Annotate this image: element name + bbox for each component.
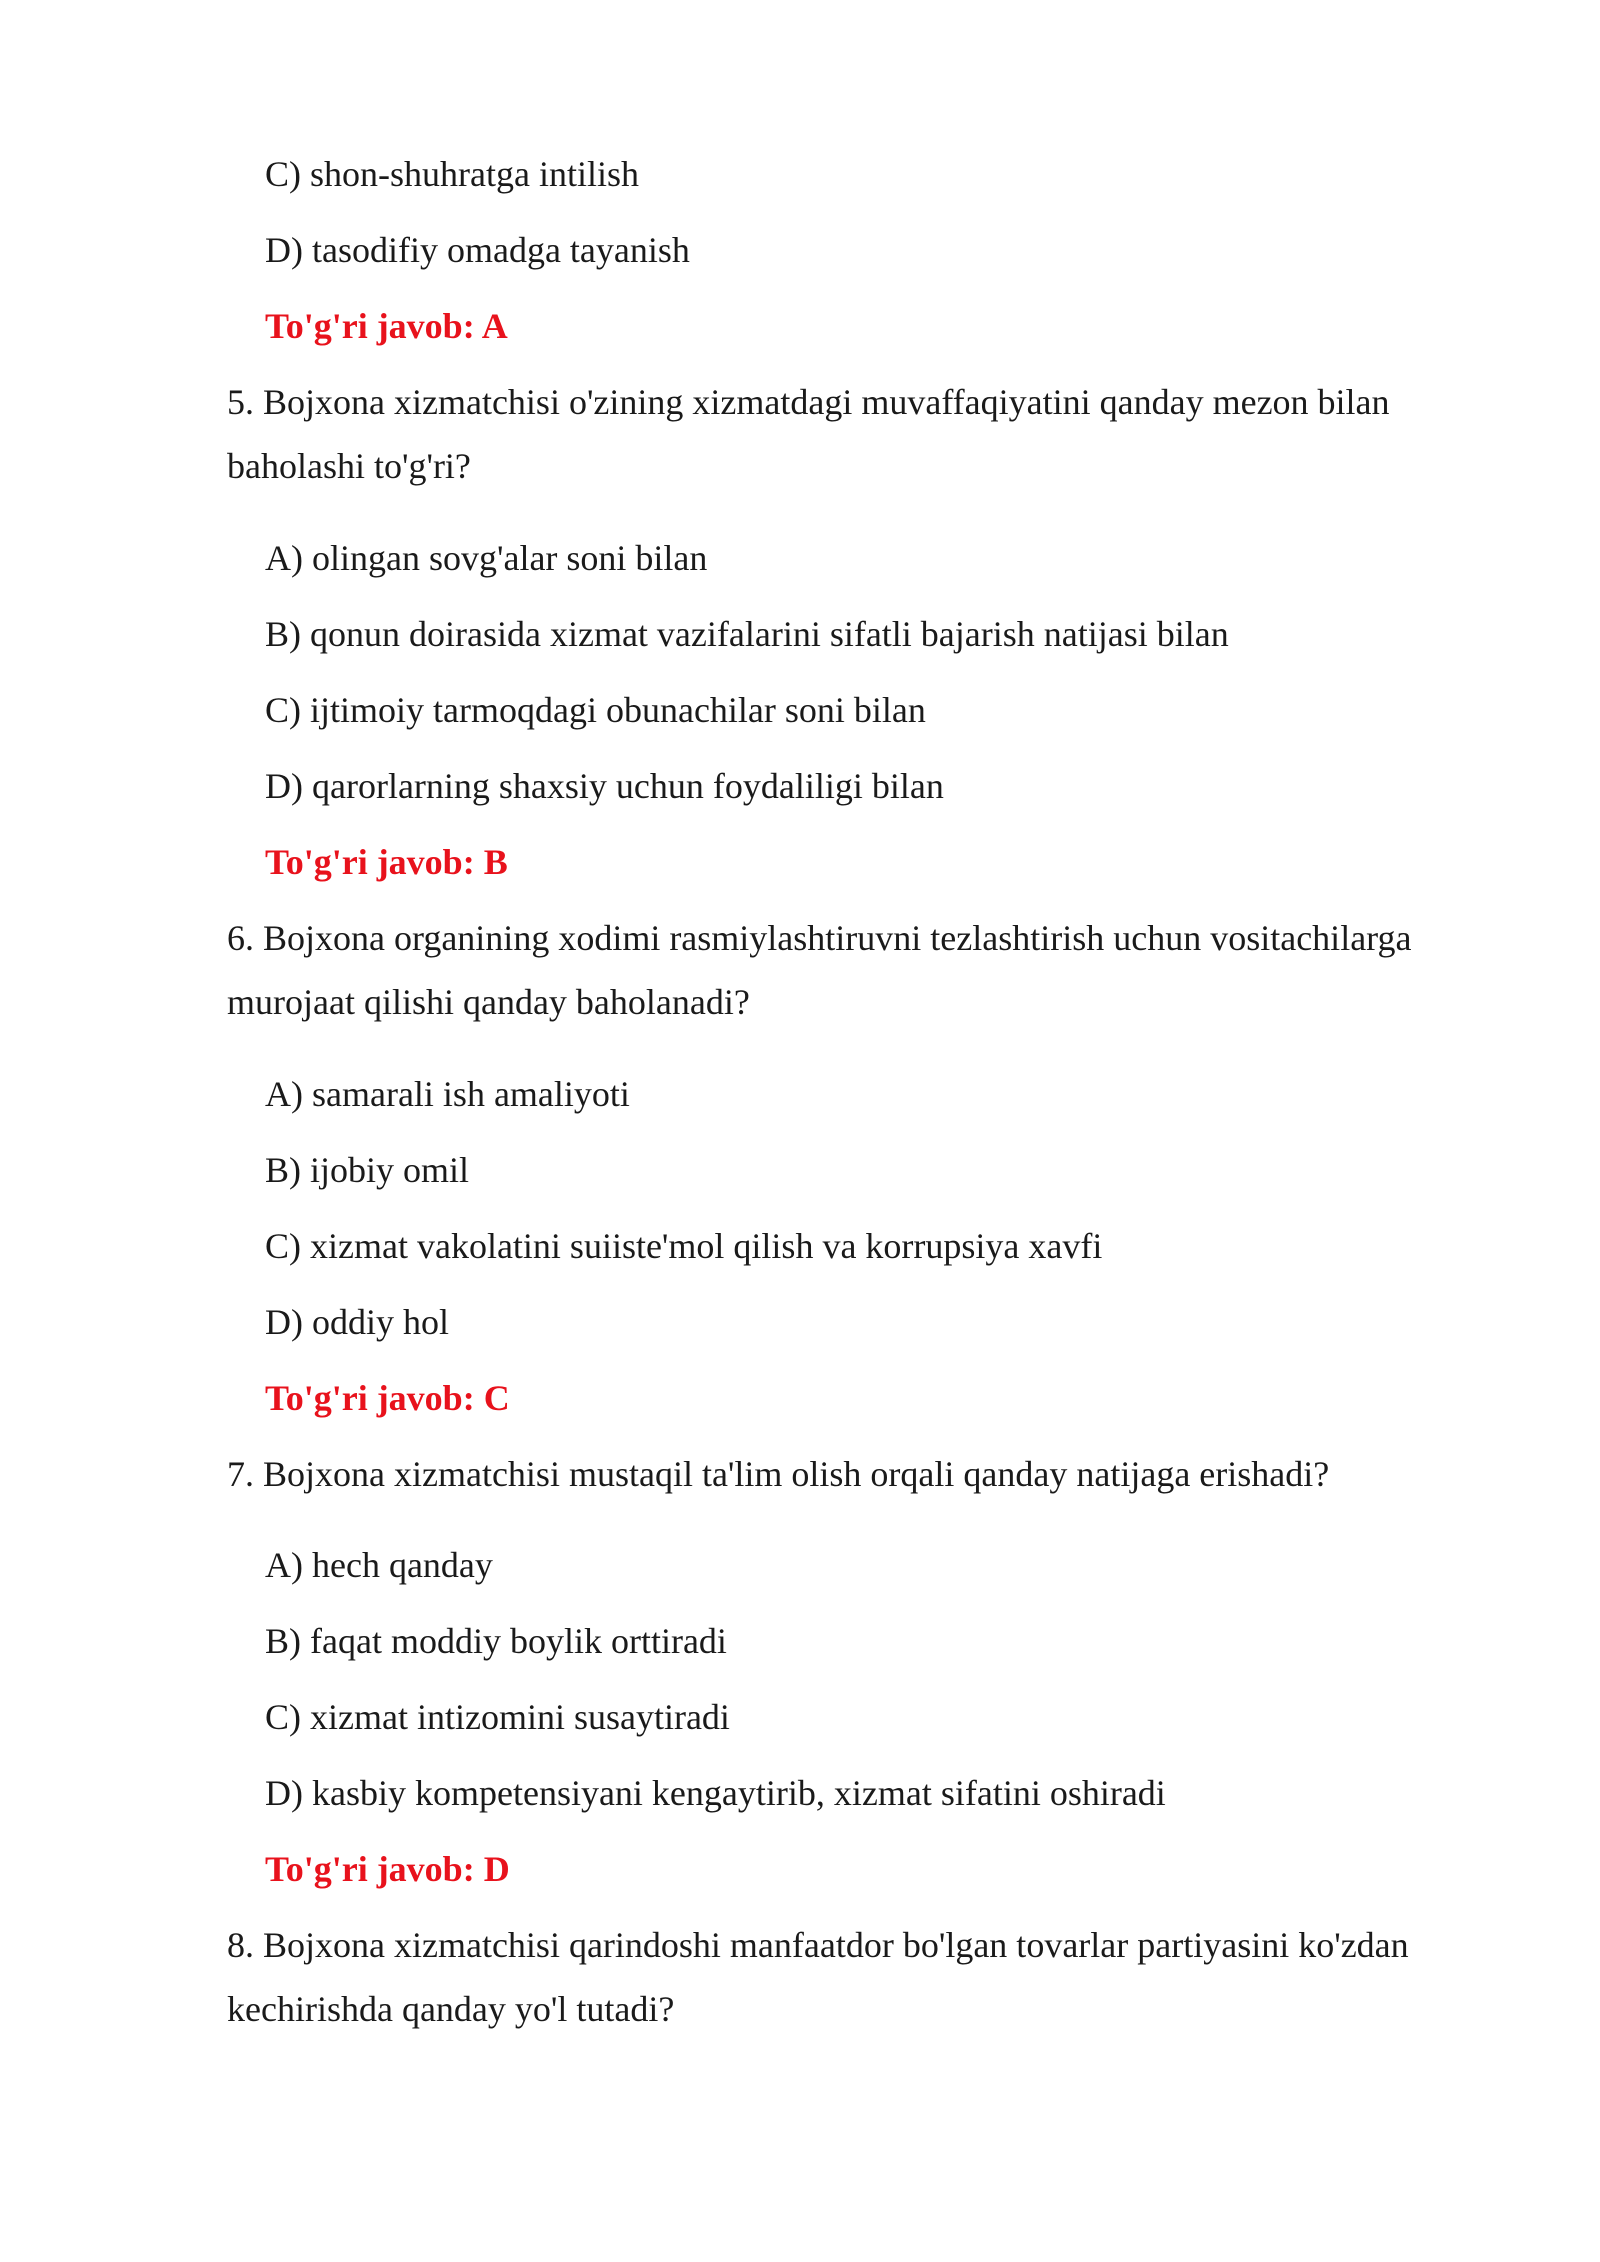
option-c: C) xizmat intizomini susaytiradi — [265, 1697, 730, 1737]
option-a: A) olingan sovg'alar soni bilan — [265, 538, 708, 578]
option-d: D) kasbiy kompetensiyani kengaytirib, xizmat sifatini oshiradi — [265, 1773, 1166, 1813]
option-d: D) tasodifiy omadga tayanish — [265, 230, 690, 270]
correct-answer: To'g'ri javob: C — [265, 1378, 510, 1418]
correct-answer: To'g'ri javob: B — [265, 842, 508, 882]
option-b: B) qonun doirasida xizmat vazifalarini sifatli bajarish natijasi bilan — [265, 614, 1229, 654]
option-b: B) faqat moddiy boylik orttiradi — [265, 1621, 727, 1661]
question-5-text: 5. Bojxona xizmatchisi o'zining xizmatdagi muvaffaqiyatini qanday mezon bilan baholashi to'g'ri? — [227, 382, 1390, 486]
option-b: B) ijobiy omil — [265, 1150, 470, 1190]
question-7-text: 7. Bojxona xizmatchisi mustaqil ta'lim olish orqali qanday natijaga erishadi? — [227, 1454, 1330, 1494]
correct-answer: To'g'ri javob: D — [265, 1849, 510, 1889]
option-c: C) shon-shuhratga intilish — [265, 154, 639, 194]
question-8-text: 8. Bojxona xizmatchisi qarindoshi manfaatdor bo'lgan tovarlar partiyasini ko'zdan kechirishda qanday yo'l tutadi? — [227, 1925, 1409, 2029]
correct-answer: To'g'ri javob: A — [265, 306, 508, 346]
option-a: A) hech qanday — [265, 1545, 493, 1585]
option-c: C) xizmat vakolatini suiiste'mol qilish va korrupsiya xavfi — [265, 1226, 1103, 1266]
option-d: D) oddiy hol — [265, 1302, 449, 1342]
option-c: C) ijtimoiy tarmoqdagi obunachilar soni bilan — [265, 690, 926, 730]
option-d: D) qarorlarning shaxsiy uchun foydaliligi bilan — [265, 766, 944, 806]
question-6-text: 6. Bojxona organining xodimi rasmiylashtiruvni tezlashtirish uchun vositachilarga murojaat qilishi qanday baholanadi? — [227, 918, 1412, 1022]
option-a: A) samarali ish amaliyoti — [265, 1074, 630, 1114]
